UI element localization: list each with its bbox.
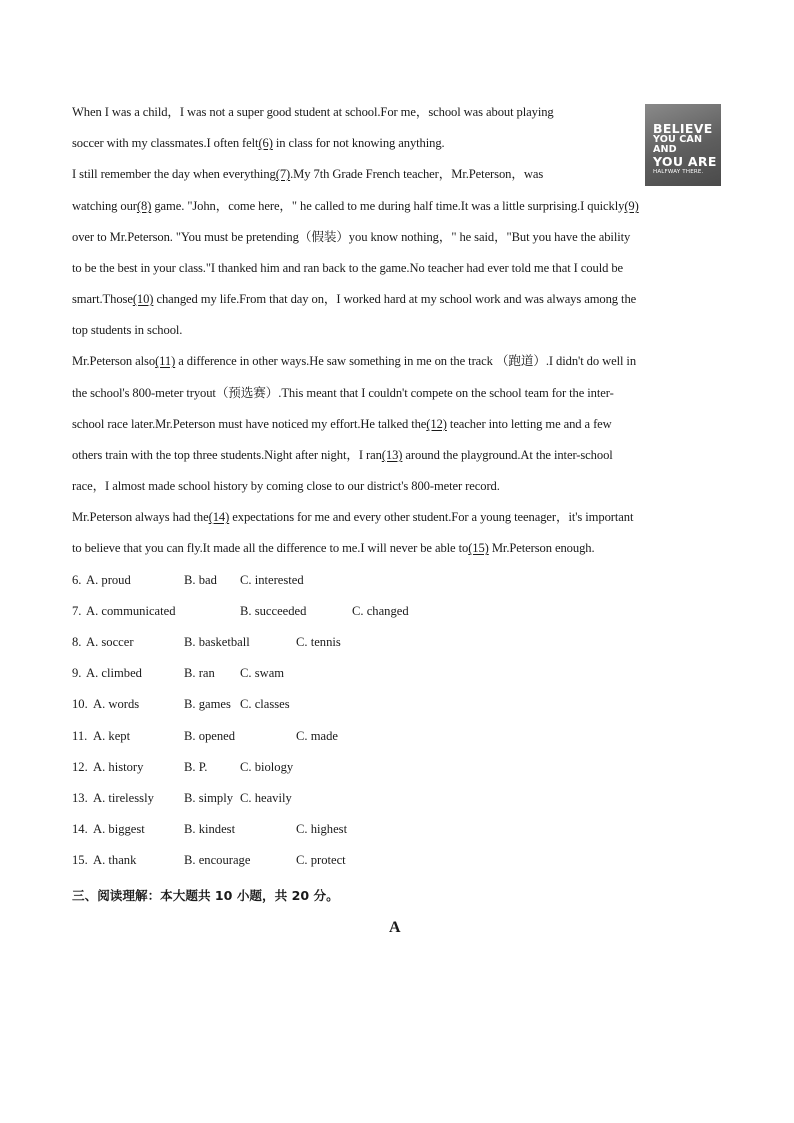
blank-7: (7) xyxy=(275,167,291,181)
blank-10: (10) xyxy=(132,292,154,306)
q12-option-a: A. history xyxy=(93,760,144,774)
q14-option-c: C. highest xyxy=(296,822,348,836)
passage-line-7: smart.Those(10) changed my life.From that day on，I worked hard at my school work and was always among the xyxy=(72,292,637,306)
q8-option-a: A. soccer xyxy=(86,635,134,649)
passage-line-6: to be the best in your class."I thanked him and ran back to the game.No teacher had ever told me that I could be xyxy=(72,261,624,275)
passage-line-11: school race later.Mr.Peterson must have noticed my effort.He talked the(12) teacher into letting me and a few xyxy=(72,417,612,431)
q6-option-b: B. bad xyxy=(184,573,217,587)
passage-line-13: race，I almost made school history by coming close to our district's 800-meter record. xyxy=(72,479,500,493)
q9-option-a: A. climbed xyxy=(86,666,142,680)
q13-option-a: A. tirelessly xyxy=(93,791,154,805)
passage-line-15: to believe that you can fly.It made all the difference to me.I will never be able to(15) Mr.Peterson enough. xyxy=(72,541,595,555)
passage-line-5: over to Mr.Peterson. "You must be pretending（假装）you know nothing，" he said，"But you have the ability xyxy=(72,230,631,244)
passage-line-10: the school's 800-meter tryout（预选赛）.This meant that I couldn't compete on the school team for the inter- xyxy=(72,386,614,400)
passage-line-1: When I was a child，I was not a super good student at school.For me，school was about playing xyxy=(72,105,554,119)
q8-num: 8. xyxy=(72,635,82,649)
q15-num: 15. xyxy=(72,853,88,867)
q15-option-c: C. protect xyxy=(296,853,346,867)
q7-num: 7. xyxy=(72,604,82,618)
believe-poster-image: BELIEVE YOU CAN AND YOU ARE HALFWAY THERE. xyxy=(645,104,721,186)
passage-line-14: Mr.Peterson always had the(14) expectations for me and every other student.For a young teenager，it's important xyxy=(72,510,634,524)
blank-8: (8) xyxy=(136,199,152,213)
q15-option-a: A. thank xyxy=(93,853,137,867)
passage-line-9: Mr.Peterson also(11) a difference in other ways.He saw something in me on the track （跑道）.I didn't do well in xyxy=(72,354,637,368)
q7-option-c: C. changed xyxy=(352,604,409,618)
blank-12: (12) xyxy=(426,417,447,431)
passage-heading: A xyxy=(389,919,401,936)
passage-line-12: others train with the top three students.Night after night，I ran(13) around the playground.At the inter-school xyxy=(72,448,613,462)
q11-option-b: B. opened xyxy=(184,729,236,743)
q9-num: 9. xyxy=(72,666,82,680)
q11-num: 11. xyxy=(72,729,88,743)
q13-num: 13. xyxy=(72,791,88,805)
blank-6: (6) xyxy=(258,136,273,150)
q6-option-a: A. proud xyxy=(86,573,131,587)
q14-option-a: A. biggest xyxy=(93,822,145,836)
blank-11: (11) xyxy=(155,354,176,368)
q11-option-c: C. made xyxy=(296,729,338,743)
q10-num: 10. xyxy=(72,697,88,711)
q15-option-b: B. encourage xyxy=(184,853,251,867)
q6-num: 6. xyxy=(72,573,82,587)
q13-option-c: C. heavily xyxy=(240,791,292,805)
q11-option-a: A. kept xyxy=(93,729,131,743)
blank-13: (13) xyxy=(381,448,403,462)
q14-option-b: B. kindest xyxy=(184,822,236,836)
q7-option-b: B. succeeded xyxy=(240,604,307,618)
blank-14: (14) xyxy=(208,510,230,524)
q9-option-c: C. swam xyxy=(240,666,285,680)
passage-line-3: I still remember the day when everything(7).My 7th Grade French teacher，Mr.Peterson，was xyxy=(72,167,544,181)
q12-option-c: C. biology xyxy=(240,760,294,774)
blank-15: (15) xyxy=(468,541,489,555)
q8-option-b: B. basketball xyxy=(184,635,250,649)
q13-option-b: B. simply xyxy=(184,791,233,805)
section-title: 三、阅读理解：本大题共 10 小题，共 20 分。 xyxy=(72,888,339,903)
passage-line-2: soccer with my classmates.I often felt(6) in class for not knowing anything. xyxy=(72,136,445,150)
q9-option-b: B. ran xyxy=(184,666,215,680)
q12-num: 12. xyxy=(72,760,88,774)
passage-line-8: top students in school. xyxy=(72,323,183,337)
q10-option-c: C. classes xyxy=(240,697,290,711)
q10-option-a: A. words xyxy=(93,697,140,711)
blank-9: (9) xyxy=(624,199,639,213)
passage-line-4: watching our(8) game. "John，come here，" he called to me during half time.It was a little surprising.I quickly(9) xyxy=(72,199,639,213)
q8-option-c: C. tennis xyxy=(296,635,341,649)
q7-option-a: A. communicated xyxy=(86,604,176,618)
q14-num: 14. xyxy=(72,822,88,836)
q6-option-c: C. interested xyxy=(240,573,304,587)
q12-option-b: B. P. xyxy=(184,760,208,774)
q10-option-b: B. games xyxy=(184,697,231,711)
